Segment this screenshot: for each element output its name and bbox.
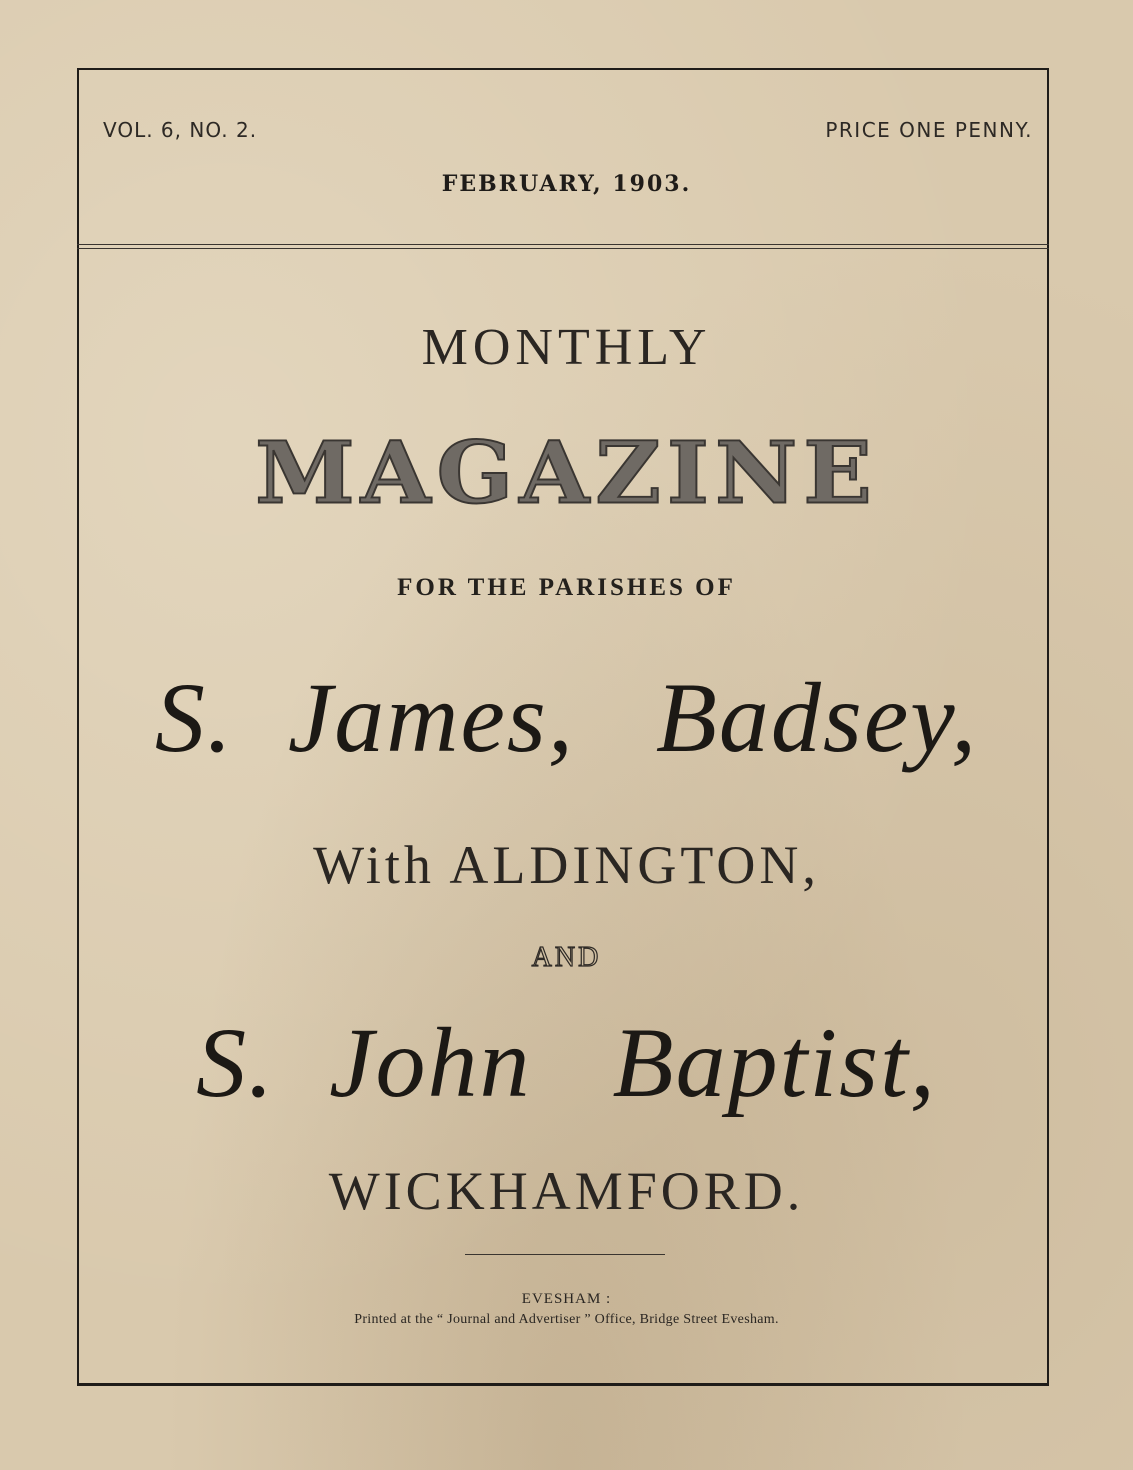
title-magazine: MAGAZINE [255,422,878,524]
title-monthly: MONTHLY [421,319,712,376]
price-label: PRICE ONE PENNY. [825,118,1033,142]
imprint-printer: Printed at the “ Journal and Advertiser ” Office, Bridge Street Evesham. [354,1312,779,1327]
subtitle-for-parishes: FOR THE PARISHES OF [397,574,736,601]
parish-with-aldington: With ALDINGTON, [313,835,820,895]
header-double-rule [77,244,1049,249]
parish-st-james-badsey: S. James, Badsey, [154,662,979,773]
issue-date: FEBRUARY, 1903. [441,171,692,197]
volume-number: VOL. 6, NO. 2. [103,118,258,142]
imprint-town: EVESHAM : [521,1291,612,1307]
parish-st-john-baptist: S. John Baptist, [196,1007,937,1118]
imprint-divider [465,1254,665,1255]
parish-wickhamford: WICKHAMFORD. [328,1161,805,1221]
conjunction-and: AND [531,942,602,973]
